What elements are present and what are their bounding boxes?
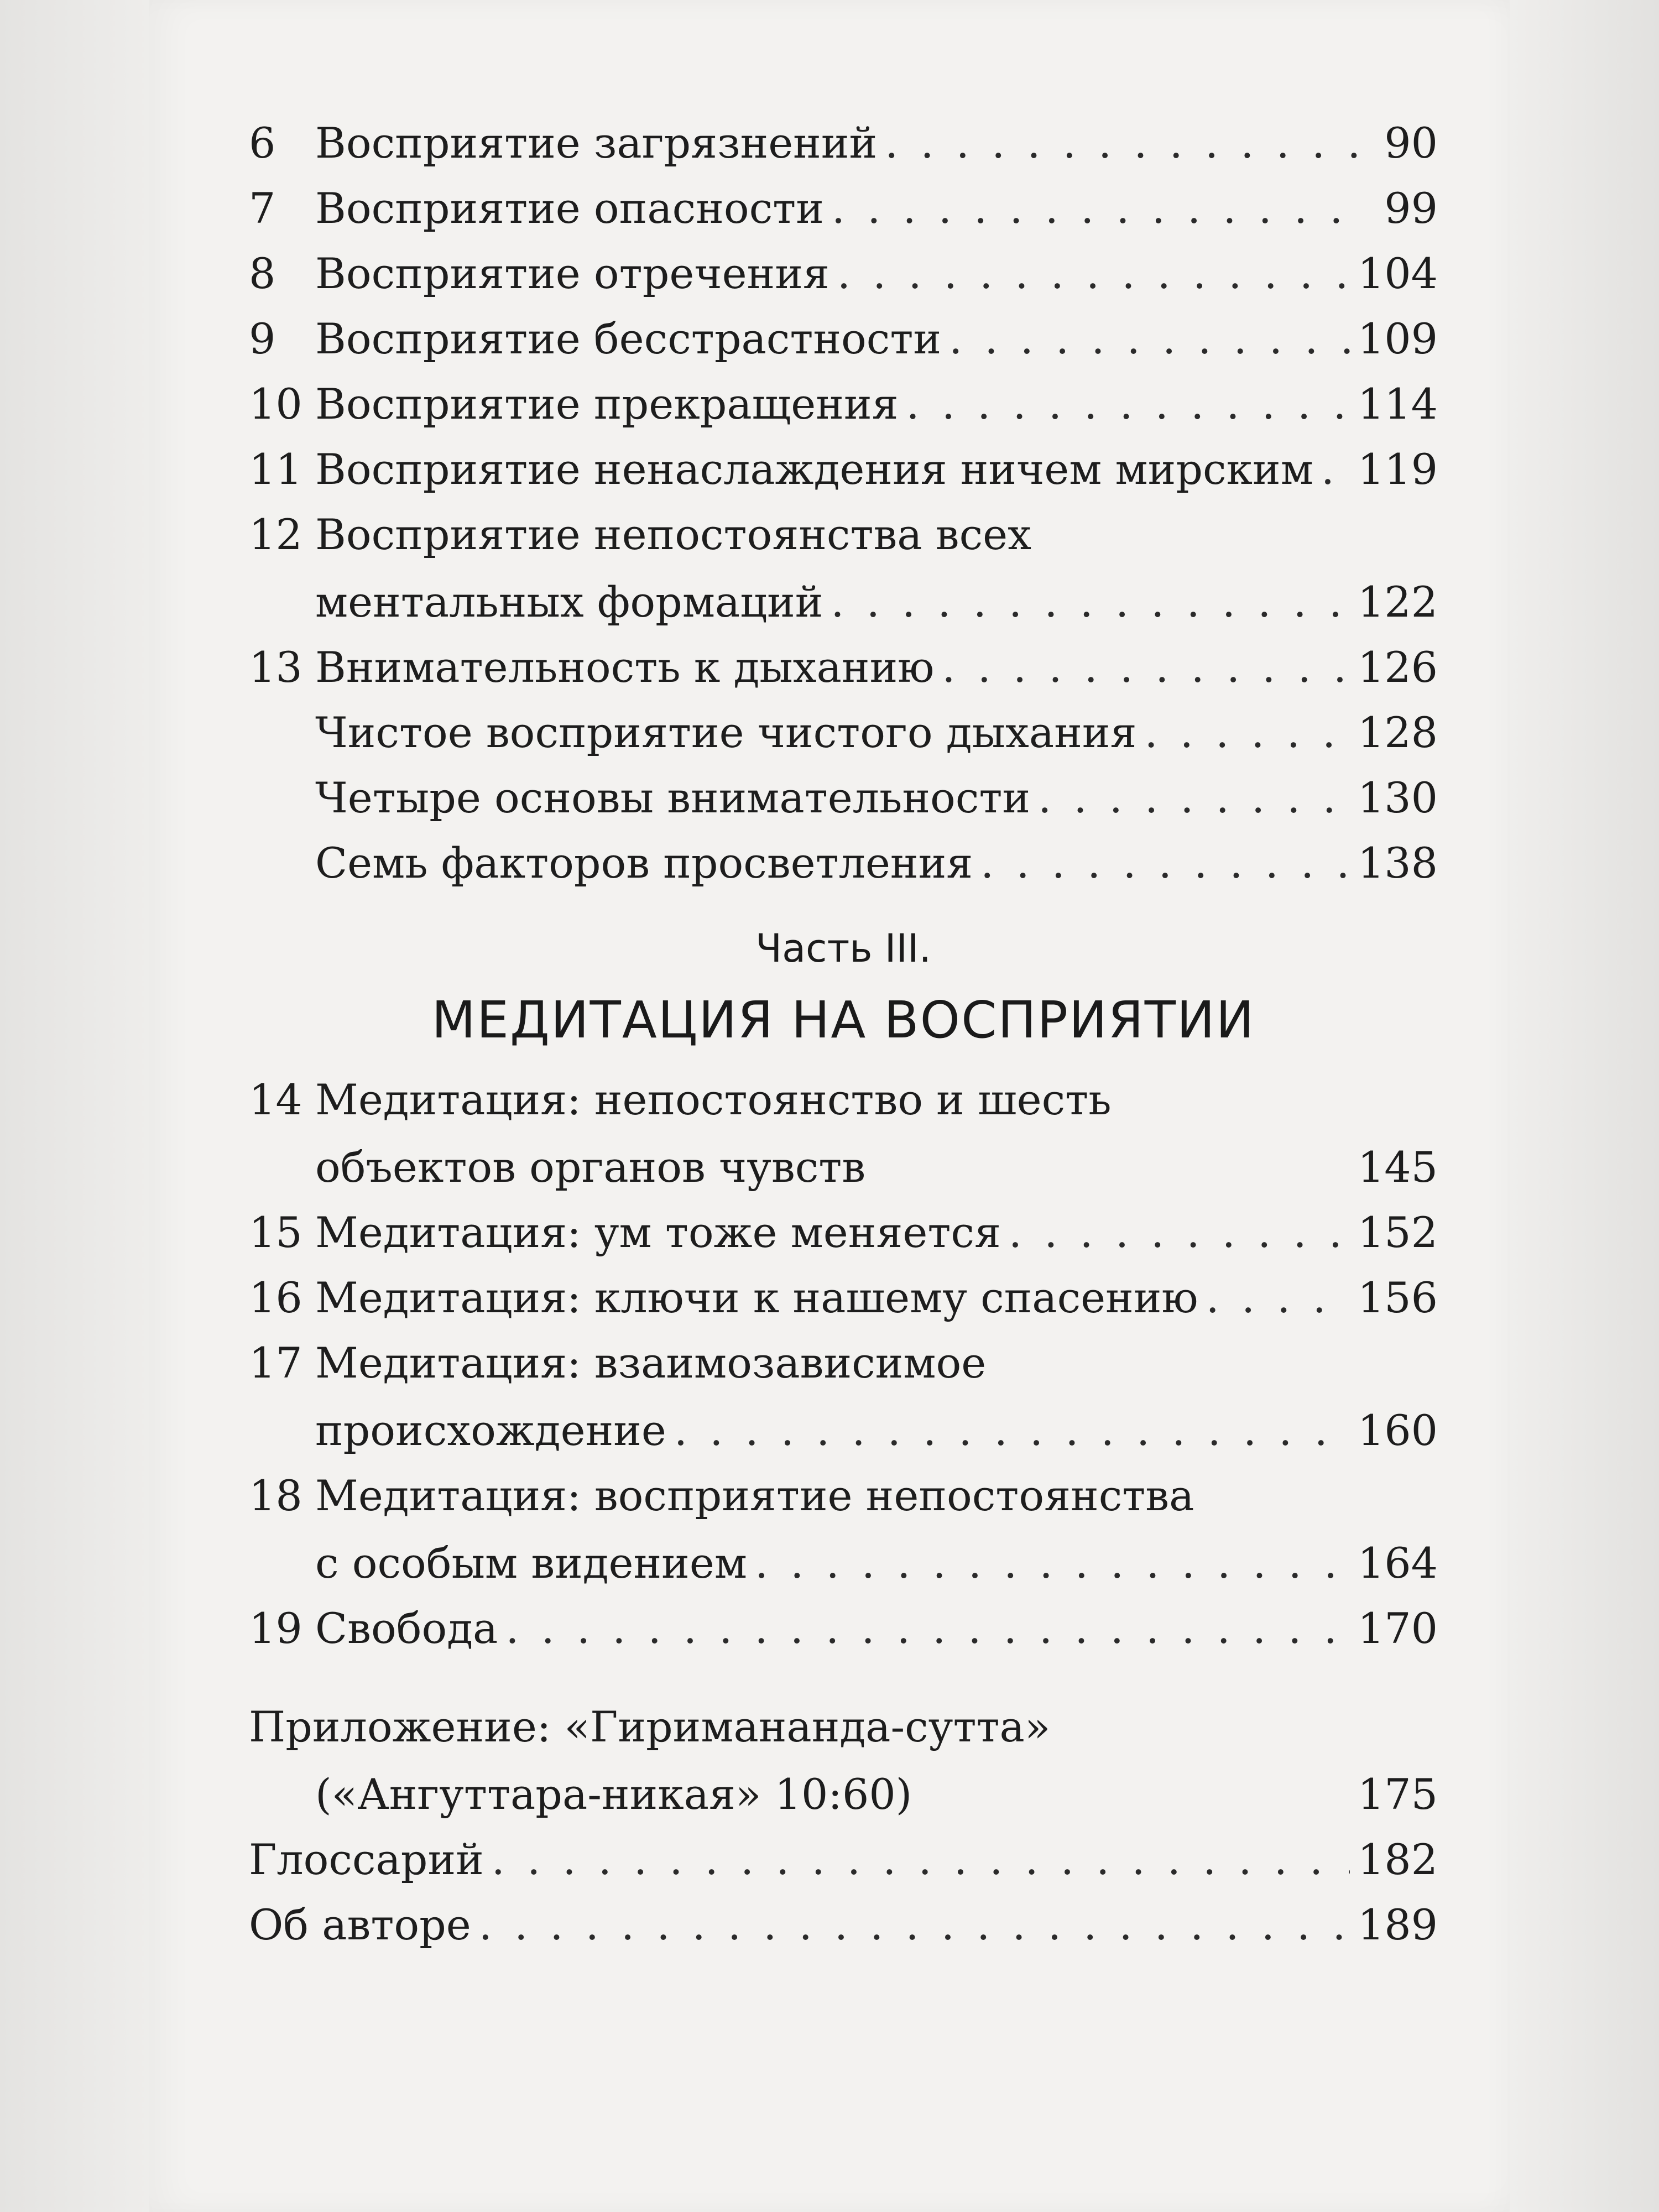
toc-entry-title: Медитация: ум тоже меняется — [315, 1208, 1001, 1257]
toc-entry-page: 160 — [1357, 1406, 1438, 1455]
toc-entry-number: 8 — [249, 249, 276, 298]
toc-entry-title: Медитация: взаимозависимое — [315, 1338, 987, 1387]
toc-glossary-title: Глоссарий — [249, 1835, 484, 1884]
toc-leader-dots — [949, 306, 1350, 372]
part-heading — [249, 918, 1438, 1062]
toc-entry-title: Восприятие загрязнений — [315, 118, 878, 168]
toc-leader-dots — [1144, 700, 1349, 765]
toc-entry-title: Восприятие отречения — [315, 249, 830, 298]
toc-leader-dots — [1321, 437, 1350, 502]
toc-subentry — [249, 831, 1438, 896]
toc-entry-number: 19 — [249, 1604, 302, 1653]
toc-entry-page: 104 — [1357, 249, 1438, 298]
toc-entry-number: 10 — [249, 379, 302, 429]
toc-entry-continuation — [249, 1396, 1438, 1463]
toc-leader-dots — [505, 1596, 1350, 1661]
toc-entry-number: 11 — [249, 445, 302, 494]
toc-leader-dots — [837, 241, 1350, 306]
toc-entry-number: 12 — [249, 510, 302, 559]
toc-entry-number: 17 — [249, 1338, 302, 1387]
toc-subentry-title: Чистое восприятие чистого дыхания — [315, 708, 1137, 757]
toc-appendix-continuation — [249, 1760, 1438, 1827]
toc-entry-number: 9 — [249, 314, 276, 363]
toc-appendix — [249, 1694, 1438, 1760]
toc-entry — [249, 306, 1438, 372]
toc-entry-page: 99 — [1384, 184, 1438, 233]
toc-leader-dots — [906, 372, 1350, 437]
toc-leader-dots — [492, 1827, 1350, 1892]
toc-subentry — [249, 765, 1438, 831]
toc-entry — [249, 241, 1438, 306]
toc-entry — [249, 1596, 1438, 1661]
toc-entry-page: 156 — [1357, 1273, 1438, 1322]
toc-about — [249, 1892, 1438, 1958]
toc-entry-page: 170 — [1357, 1604, 1438, 1653]
toc-entry — [249, 1200, 1438, 1265]
toc-entry-page: 122 — [1357, 577, 1438, 627]
toc-subentry-page: 130 — [1357, 773, 1438, 822]
toc-entry-title-cont: ментальных формаций — [315, 577, 823, 627]
toc-leader-dots — [980, 831, 1350, 896]
toc-entry — [249, 372, 1438, 437]
page-right-margin — [1510, 0, 1659, 2212]
toc-entry — [249, 111, 1438, 176]
toc-leader-dots — [885, 111, 1364, 176]
toc-entry — [249, 437, 1438, 502]
toc-leader-dots — [1009, 1200, 1350, 1265]
toc-entry — [249, 502, 1438, 567]
toc-leader-dots — [942, 635, 1350, 700]
toc-appendix-page: 175 — [1357, 1770, 1438, 1819]
toc-entry-number: 16 — [249, 1273, 302, 1322]
toc-about-page: 189 — [1357, 1900, 1438, 1949]
toc-entry-page: 145 — [1357, 1142, 1438, 1192]
toc-entry-title-cont: с особым видением — [315, 1538, 747, 1588]
toc-entry-continuation — [249, 1528, 1438, 1596]
toc-entry-title: Восприятие ненаслаждения ничем мирским — [315, 445, 1313, 494]
toc-leader-dots — [831, 570, 1350, 635]
toc-appendix-title: Приложение: «Гиримананда-сутта» — [249, 1702, 1051, 1751]
toc-appendix-title-cont: («Ангуттара-никая» 10:60) — [315, 1770, 912, 1819]
toc-entry-page: 126 — [1357, 643, 1438, 692]
toc-entry-title: Восприятие непостоянства всех — [315, 510, 1031, 559]
toc-entry — [249, 635, 1438, 700]
toc-entry-number: 14 — [249, 1075, 302, 1124]
toc-entry-continuation — [249, 567, 1438, 635]
toc-entry-title: Медитация: непостоянство и шесть — [315, 1075, 1112, 1124]
toc-entry — [249, 1067, 1438, 1133]
toc-entry-number: 15 — [249, 1208, 302, 1257]
toc-entry-continuation — [249, 1133, 1438, 1200]
toc-entry-title: Восприятие бесстрастности — [315, 314, 942, 363]
toc-subentry-title: Семь факторов просветления — [315, 838, 973, 888]
toc-entry-title-cont: объектов органов чувств — [315, 1142, 866, 1192]
part-label: Часть III. — [755, 926, 931, 971]
toc-glossary — [249, 1827, 1438, 1892]
toc-subentry-page: 128 — [1357, 708, 1438, 757]
toc-entry-page: 90 — [1384, 118, 1438, 168]
toc-entry-number: 7 — [249, 184, 276, 233]
toc-entry-title: Восприятие прекращения — [315, 379, 899, 429]
toc-entry-page: 114 — [1357, 379, 1438, 429]
table-of-contents — [249, 111, 1438, 1958]
part-title: МЕДИТАЦИЯ НА ВОСПРИЯТИИ — [431, 990, 1255, 1050]
page-left-margin — [0, 0, 149, 2212]
toc-subentry-title: Четыре основы внимательности — [315, 773, 1031, 822]
toc-about-title: Об авторе — [249, 1900, 471, 1949]
toc-entry — [249, 1265, 1438, 1331]
toc-entry-page: 152 — [1357, 1208, 1438, 1257]
toc-entry-title-cont: происхождение — [315, 1406, 666, 1455]
toc-entry-number: 13 — [249, 643, 302, 692]
toc-entry — [249, 1331, 1438, 1396]
toc-glossary-page: 182 — [1357, 1835, 1438, 1884]
toc-leader-dots — [479, 1892, 1350, 1958]
toc-leader-dots — [1206, 1265, 1350, 1331]
toc-entry — [249, 176, 1438, 241]
toc-entry — [249, 1463, 1438, 1528]
toc-leader-dots — [832, 176, 1364, 241]
toc-entry-title: Медитация: ключи к нашему спасению — [315, 1273, 1198, 1322]
toc-entry-number: 18 — [249, 1471, 302, 1520]
toc-entry-page: 119 — [1357, 445, 1438, 494]
toc-leader-dots — [674, 1398, 1350, 1463]
toc-entry-page: 164 — [1357, 1538, 1438, 1588]
toc-entry-title: Внимательность к дыханию — [315, 643, 935, 692]
toc-entry-title: Свобода — [315, 1604, 498, 1653]
toc-entry-title: Медитация: восприятие непостоянства — [315, 1471, 1194, 1520]
toc-entry-title: Восприятие опасности — [315, 184, 824, 233]
toc-entry-page: 109 — [1357, 314, 1438, 363]
toc-leader-dots — [755, 1531, 1350, 1596]
toc-entry-number: 6 — [249, 118, 276, 168]
toc-leader-dots — [1038, 765, 1350, 831]
toc-subentry — [249, 700, 1438, 765]
toc-subentry-page: 138 — [1357, 838, 1438, 888]
